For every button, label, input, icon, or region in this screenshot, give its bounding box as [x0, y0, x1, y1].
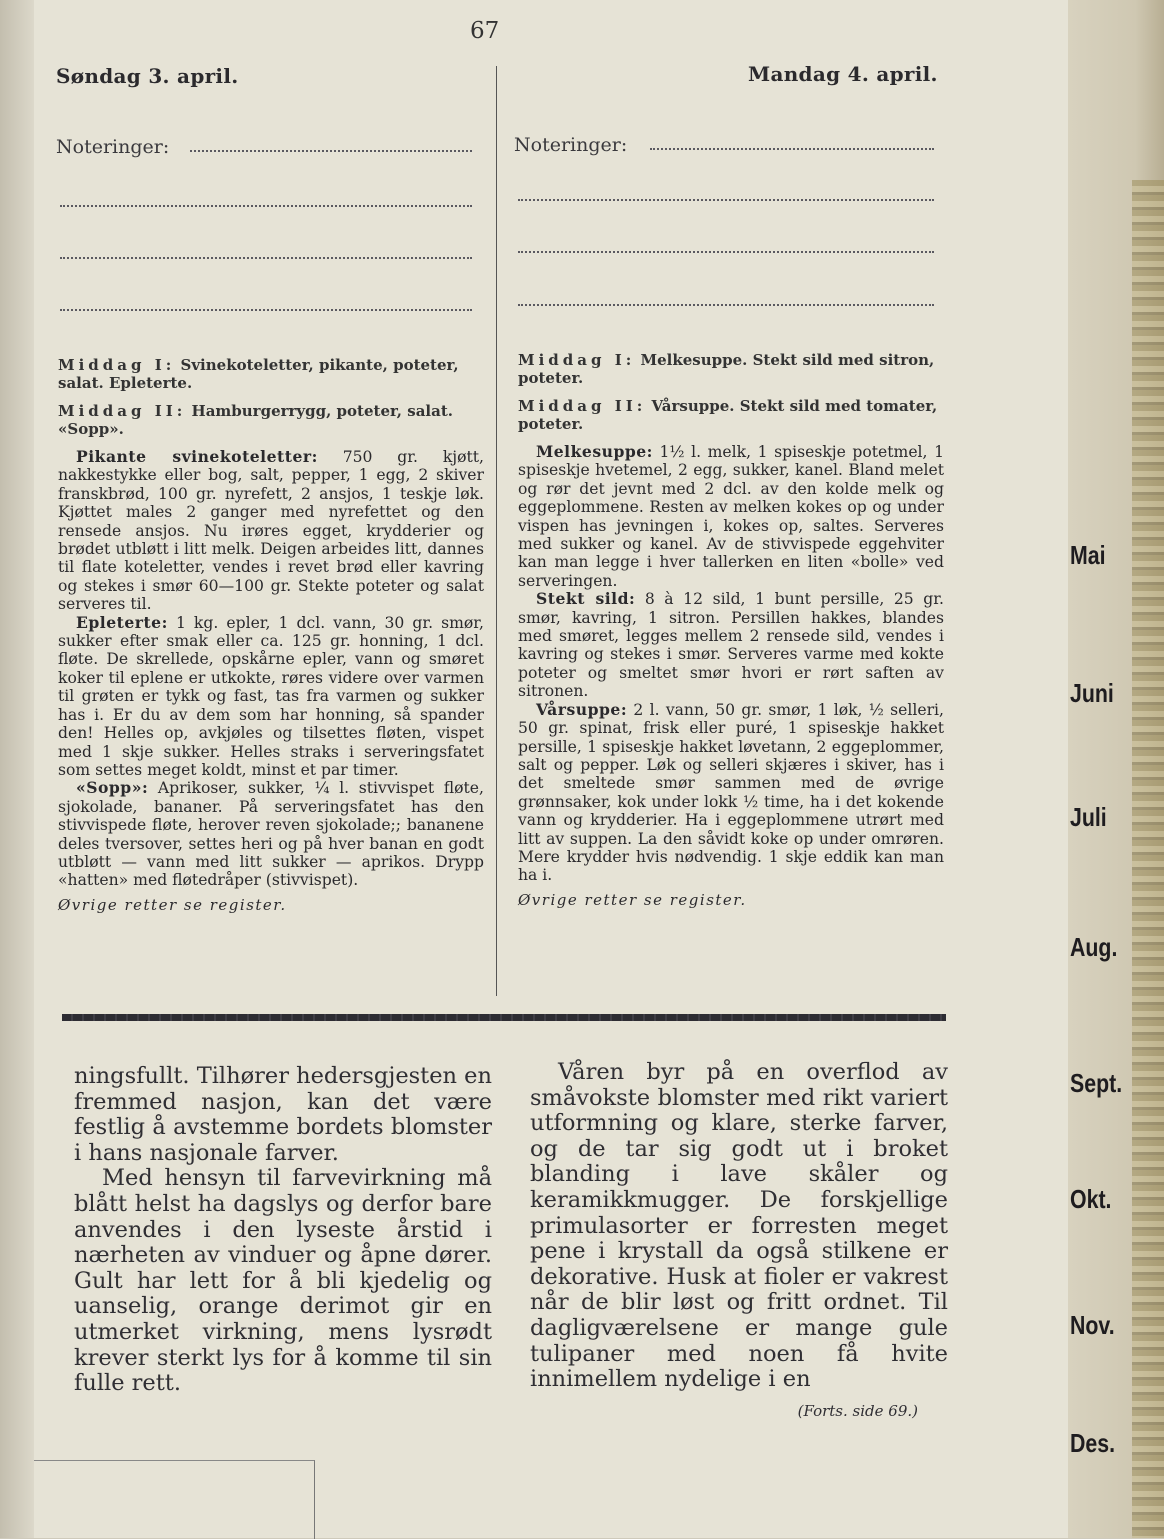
book-edge — [1132, 180, 1164, 1538]
left-middag-1-label: Middag I: — [58, 356, 176, 374]
tab-month-nov[interactable]: Nov. — [1070, 1310, 1115, 1340]
right-middag-2 — [518, 397, 944, 433]
left-middag-1-text: Svinekoteletter, pikante, poteter, salat. Epleterte. — [58, 356, 459, 392]
left-recipe-1 — [58, 448, 484, 614]
continued-note: (Forts. side 69.) — [797, 1401, 918, 1420]
left-recipe-2-title: Epleterte: — [76, 612, 168, 632]
left-notes-line-2[interactable] — [60, 205, 472, 207]
article-right-p1: Våren byr på en overflod av småvokste blomster med rikt variert utformning og klare, sterke farver, og de tar sig godt ut i broket blanding i lave skåler og keramikkmugger. De forskjellige primulasorter er forresten meget pene i krystall da også stilkene er dekorative. Husk at fioler er vakrest når de blir løst og fritt ordnet. Til dagligværelsene er mange gule tulipaner med noen få hvite innimellem nydelige i en — [530, 1059, 948, 1393]
right-recipe-3-title: Vårsuppe: — [536, 699, 628, 719]
corner-stamp-frame — [34, 1460, 315, 1539]
left-middag-2 — [58, 402, 484, 438]
section-rule — [62, 1014, 946, 1021]
right-recipe-2-text: 8 à 12 sild, 1 bunt persille, 25 gr. smør, kavring, 1 sitron. Persillen hakkes, blandes med smøret, legges mellem 2 rensede sild, vendes i kavring og stekes i smør. Serveres varme med kokte poteter og smeltet smør hvori er rørt saften av sitronen. — [518, 590, 944, 701]
left-recipes — [58, 448, 484, 890]
right-date-heading: Mandag 4. april. — [748, 62, 938, 86]
right-recipes — [518, 443, 944, 885]
right-notes-line-1[interactable] — [650, 148, 934, 150]
right-recipe-3 — [518, 701, 944, 885]
right-middag-2-label: Middag II: — [518, 397, 647, 415]
tab-month-juli[interactable]: Juli — [1070, 802, 1107, 832]
right-middag-2-text: Vårsuppe. Stekt sild med tomater, poteter. — [518, 397, 938, 433]
right-recipe-2 — [518, 590, 944, 700]
right-notes-label: Noteringer: — [514, 134, 628, 156]
right-notes-line-4[interactable] — [518, 304, 934, 306]
left-recipe-1-text: 750 gr. kjøtt, nakkestykke eller bog, salt, pepper, 1 egg, 2 skiver franskbrød, 100 gr. nyrefett, 2 ansjos, 1 teskje løk. Kjøttet males 2 ganger med nyrefettet og den rensede ansjos. Nu irøres egget, krydderier og brødet utbløtt i litt melk. Deigen arbeides litt, dannes til flate koteletter, vendes i revet brød eller kavring og stekes i smør 60—100 gr. Stekte poteter og salat serveres til. — [58, 448, 484, 614]
article-right-column — [530, 1060, 948, 1424]
left-date-heading: Søndag 3. april. — [56, 64, 239, 88]
left-middag-1 — [58, 356, 484, 392]
left-recipe-2 — [58, 614, 484, 780]
tab-month-aug[interactable]: Aug. — [1070, 932, 1118, 962]
right-other-dishes: Øvrige retter se register. — [518, 890, 747, 909]
left-notes-line-4[interactable] — [60, 309, 472, 311]
tab-month-des[interactable]: Des. — [1070, 1428, 1116, 1458]
left-middag-2-label: Middag II: — [58, 402, 187, 420]
article-left-p1: ningsfullt. Tilhører hedersgjesten en fremmed nasjon, kan det være festlig å avstemme bordets blomster i hans nasjonale farver. — [74, 1063, 492, 1166]
article-left-p2: Med hensyn til farvevirkning må blått helst ha dagslys og derfor bare anvendes i den lyseste årstid i nærheten av vinduer og åpne dører. Gult har lett for å bli kjedelig og uanselig, orange derimot gir en utmerket virkning, mens lysrødt krever sterkt lys for å komme til sin fulle rett. — [74, 1165, 492, 1397]
page-number: 67 — [470, 18, 500, 44]
tab-month-juni[interactable]: Juni — [1070, 678, 1114, 708]
left-recipe-3 — [58, 779, 484, 889]
column-divider — [496, 66, 497, 996]
left-recipe-3-text: Aprikoser, sukker, ¼ l. stivvispet fløte, sjokolade, bananer. På serveringsfatet has den stivvispede fløte, herover reven sjokolade;; bananene deles tversover, settes heri og på hver banan en godt utbløtt — vann med litt sukker — aprikos. Drypp «hatten» med fløtedråper (stivvispet). — [58, 779, 484, 890]
binding-gutter — [0, 0, 34, 1538]
right-recipe-2-title: Stekt sild: — [536, 589, 636, 609]
left-notes-label: Noteringer: — [56, 136, 170, 158]
right-middag-1-text: Melkesuppe. Stekt sild med sitron, poteter. — [518, 351, 935, 387]
right-notes-line-2[interactable] — [518, 199, 934, 201]
left-recipe-1-title: Pikante svinekoteletter: — [76, 447, 318, 466]
right-menu-section — [518, 351, 944, 909]
left-other-dishes: Øvrige retter se register. — [58, 895, 287, 914]
left-notes-line-3[interactable] — [60, 257, 472, 259]
right-recipe-1 — [518, 443, 944, 590]
right-recipe-1-title: Melkesuppe: — [536, 442, 653, 461]
tab-month-mai[interactable]: Mai — [1070, 540, 1106, 570]
right-middag-1-label: Middag I: — [518, 351, 636, 369]
tab-month-sept[interactable]: Sept. — [1070, 1068, 1123, 1098]
right-recipe-1-text: 1½ l. melk, 1 spiseskje potetmel, 1 spiseskje hvetemel, 2 egg, sukker, kanel. Bland melet og rør det jevnt med 2 dcl. av den kolde melk og eggeplommene. Resten av melken kokes op og under vispen has jevningen i, kokes op, saltes. Serveres med sukker og kanel. Av de stivvispede eggehviter kan man legge i hver tallerken en liten «bolle» ved serveringen. — [518, 443, 944, 590]
right-middag-1 — [518, 351, 944, 387]
article-left-column — [74, 1064, 492, 1397]
tab-month-okt[interactable]: Okt. — [1070, 1184, 1112, 1214]
right-notes-line-3[interactable] — [518, 251, 934, 253]
left-middag-2-text: Hamburgerrygg, poteter, salat. «Sopp». — [58, 402, 453, 438]
left-notes-line-1[interactable] — [190, 150, 472, 152]
left-recipe-2-text: 1 kg. epler, 1 dcl. vann, 30 gr. smør, sukker efter smak eller ca. 125 gr. honning, 1 dcl. fløte. De skrellede, opskårne epler, vann og smøret koker til eplene er utkokte, røres videre over varmen til grøten er tykk og fast, tas fra varmen og sukker has i. Er du av dem som har honning, så spander den! Helles op, avkjøles og tilsettes fløten, vispet med 1 skje sukker. Helles straks i serveringsfatet som settes meget koldt, minst et par timer. — [58, 613, 484, 779]
left-recipe-3-title: «Sopp»: — [76, 778, 149, 798]
right-recipe-3-text: 2 l. vann, 50 gr. smør, 1 løk, ½ selleri, 50 gr. spinat, frisk eller puré, 1 spiseskje hakket persille, 1 spiseskje hakket løvetann, 2 eggeplommer, salt og pepper. Løk og selleri skjæres i skiver, has i det smeltede smør sammen med de øvrige grønnsaker, kok under lokk ½ time, ha i det kokende vann og krydderier. Ha i eggeplommene utrørt med litt av suppen. La den såvidt koke op under omrøren. Mere krydder hvis nødvendig. 1 skje eddik kan man ha i. — [518, 700, 945, 885]
left-menu-section — [58, 356, 484, 914]
